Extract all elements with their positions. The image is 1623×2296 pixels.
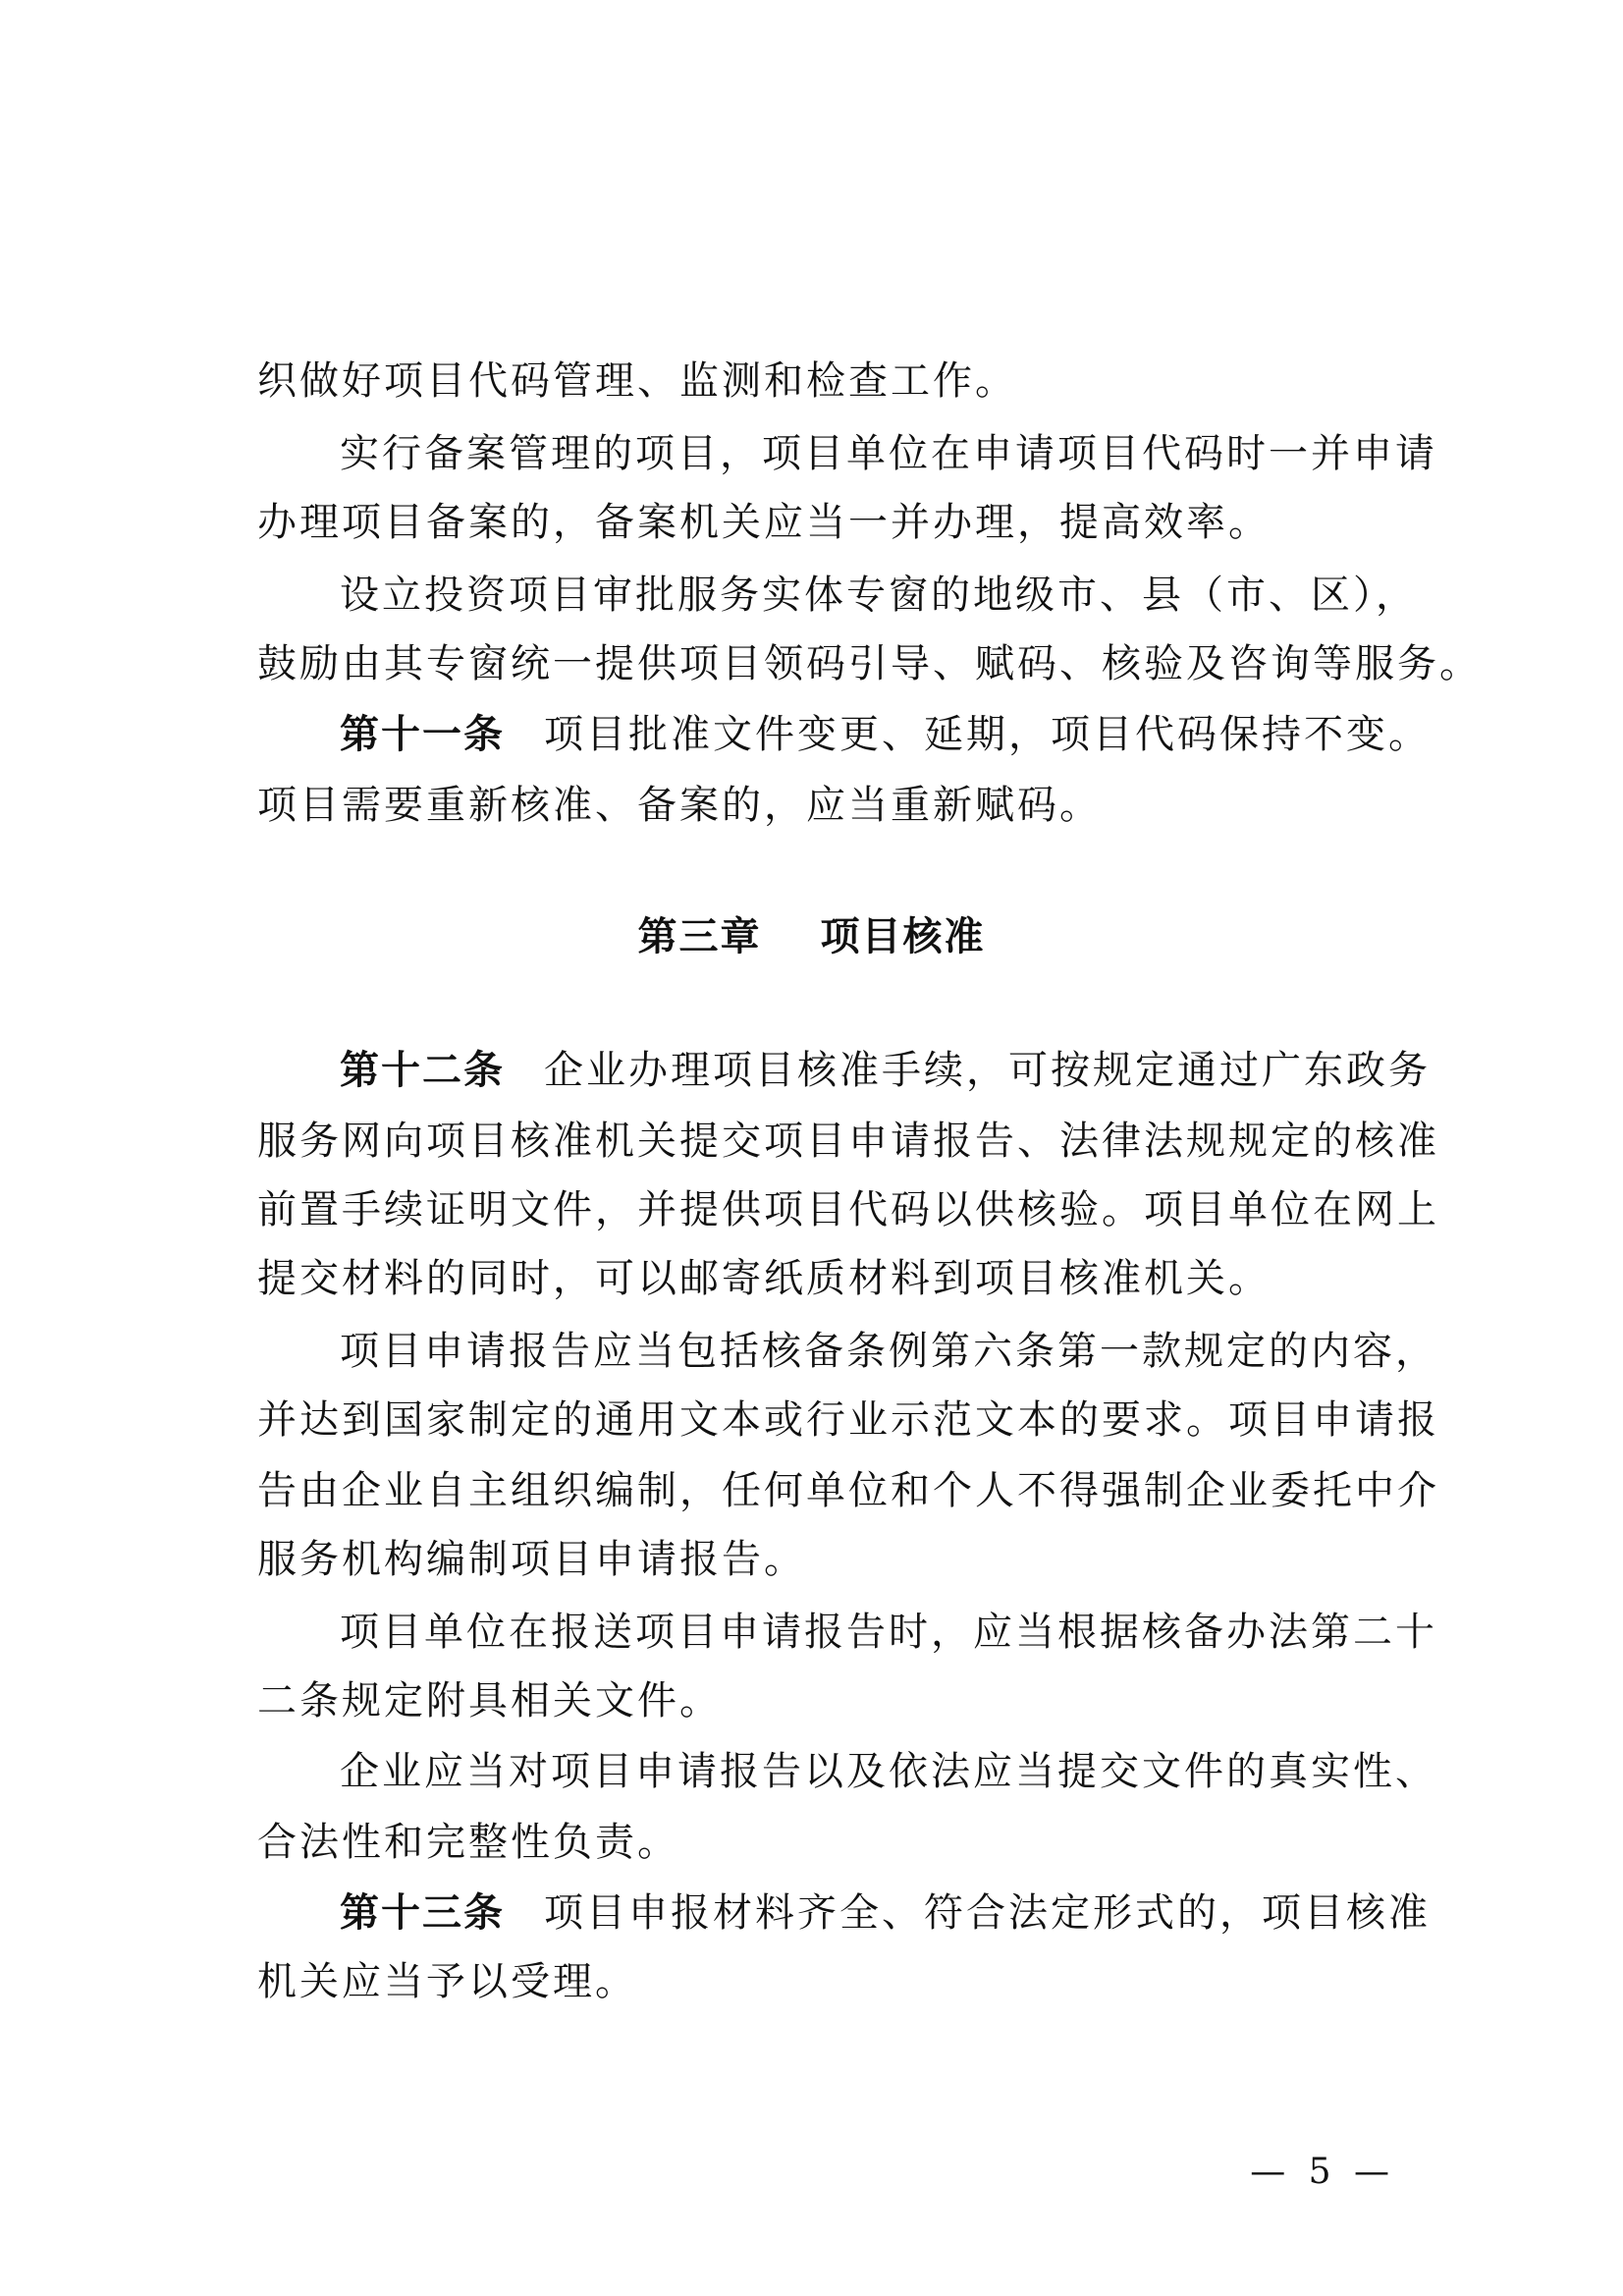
paragraph-line: 二条规定附具相关文件。 (257, 1678, 722, 1723)
chapter-title: 项目核准 (820, 914, 986, 959)
paragraph-line: 告由企业自主组织编制，任何单位和个人不得强制企业委托中介 (257, 1468, 1439, 1513)
paragraph-line: 企业应当对项目申请报告以及依法应当提交文件的真实性、 (340, 1749, 1437, 1794)
paragraph-line: 提交材料的同时，可以邮寄纸质材料到项目核准机关。 (257, 1256, 1271, 1301)
article-13-text: 项目申报材料齐全、符合法定形式的，项目核准 (544, 1890, 1431, 1936)
paragraph-line: 办理项目备案的，备案机关应当一并办理，提高效率。 (257, 500, 1271, 545)
article-12-text: 企业办理项目核准手续，可按规定通过广东政务 (544, 1048, 1431, 1093)
paragraph-line: 合法性和完整性负责。 (257, 1820, 679, 1865)
chapter-heading (0, 911, 1623, 962)
paragraph-line: 服务机构编制项目申请报告。 (257, 1537, 806, 1582)
paragraph-line: 机关应当予以受理。 (257, 1959, 637, 2004)
article-13-line (340, 1887, 1431, 1939)
paragraph-line: 服务网向项目核准机关提交项目申请报告、法律法规规定的核准 (257, 1119, 1439, 1164)
paragraph-line: 实行备案管理的项目，项目单位在申请项目代码时一并申请 (340, 431, 1437, 476)
chapter-number: 第三章 (637, 914, 762, 959)
article-11-text: 项目批准文件变更、延期，项目代码保持不变。 (544, 712, 1431, 757)
page-number: — 5 — (1250, 2152, 1395, 2192)
paragraph-line: 项目单位在报送项目申请报告时，应当根据核备办法第二十 (340, 1610, 1437, 1655)
paragraph-line: 前置手续证明文件，并提供项目代码以供核验。项目单位在网上 (257, 1187, 1439, 1232)
article-13-label: 第十三条 (340, 1890, 505, 1936)
article-11-label: 第十一条 (340, 712, 505, 757)
paragraph-line: 织做好项目代码管理、监测和检查工作。 (257, 358, 1017, 404)
article-11-line (340, 709, 1431, 760)
paragraph-line: 鼓励由其专窗统一提供项目领码引导、赋码、核验及咨询等服务。 (257, 641, 1482, 686)
article-12-line (340, 1045, 1431, 1096)
paragraph-line: 项目申请报告应当包括核备条例第六条第一款规定的内容， (340, 1329, 1437, 1374)
article-12-label: 第十二条 (340, 1048, 505, 1093)
paragraph-line: 并达到国家制定的通用文本或行业示范文本的要求。项目申请报 (257, 1397, 1439, 1443)
paragraph-line: 设立投资项目审批服务实体专窗的地级市、县（市、区）， (340, 573, 1418, 618)
paragraph-line: 项目需要重新核准、备案的，应当重新赋码。 (257, 783, 1102, 828)
